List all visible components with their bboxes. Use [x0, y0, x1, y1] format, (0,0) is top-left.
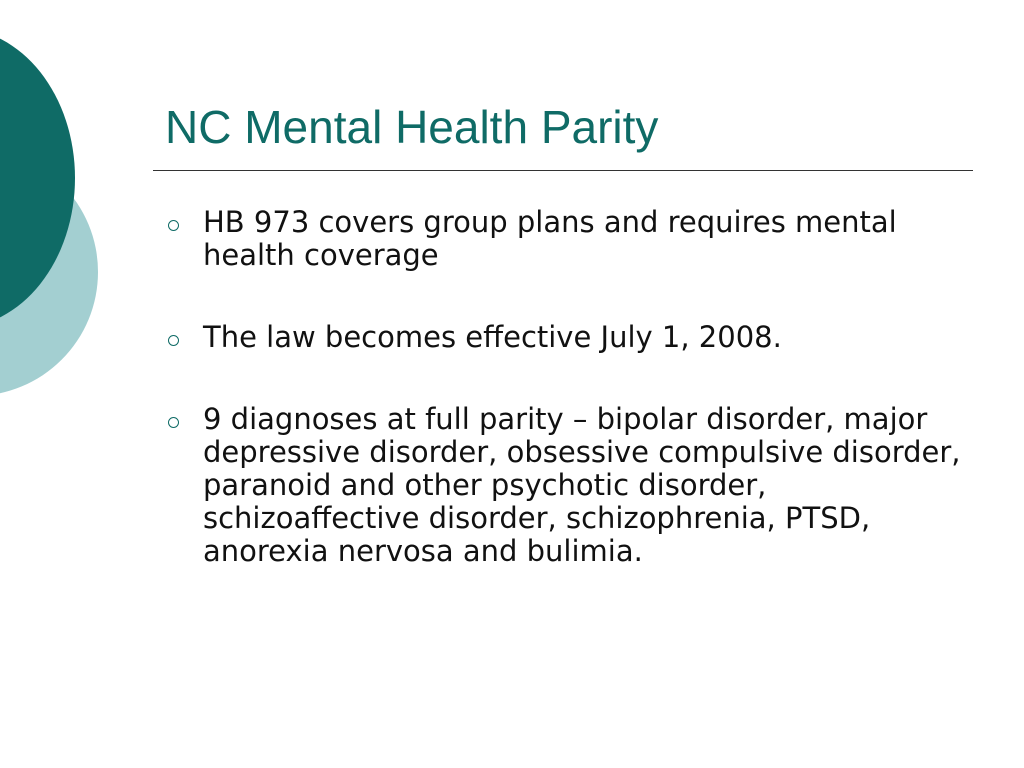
slide-title: NC Mental Health Parity: [165, 101, 659, 153]
bullet-item: [165, 403, 965, 568]
title-divider: [153, 170, 973, 171]
bullet-icon: [168, 220, 179, 231]
bullet-list: [165, 206, 965, 568]
bullet-text: 9 diagnoses at full parity – bipolar disorder, major depressive disorder, obsessive compulsive disorder, paranoid and other psychotic disorder, schizoaffective disorder, schizophrenia, PTSD, anorexia nervosa and bulimia.: [203, 402, 961, 568]
bullet-icon: [168, 335, 179, 346]
bullet-item: [165, 321, 965, 354]
bullet-item: [165, 206, 965, 272]
bullet-text: The law becomes effective July 1, 2008.: [203, 320, 782, 354]
bullet-text: HB 973 covers group plans and requires mental health coverage: [203, 205, 897, 272]
bullet-icon: [168, 417, 179, 428]
